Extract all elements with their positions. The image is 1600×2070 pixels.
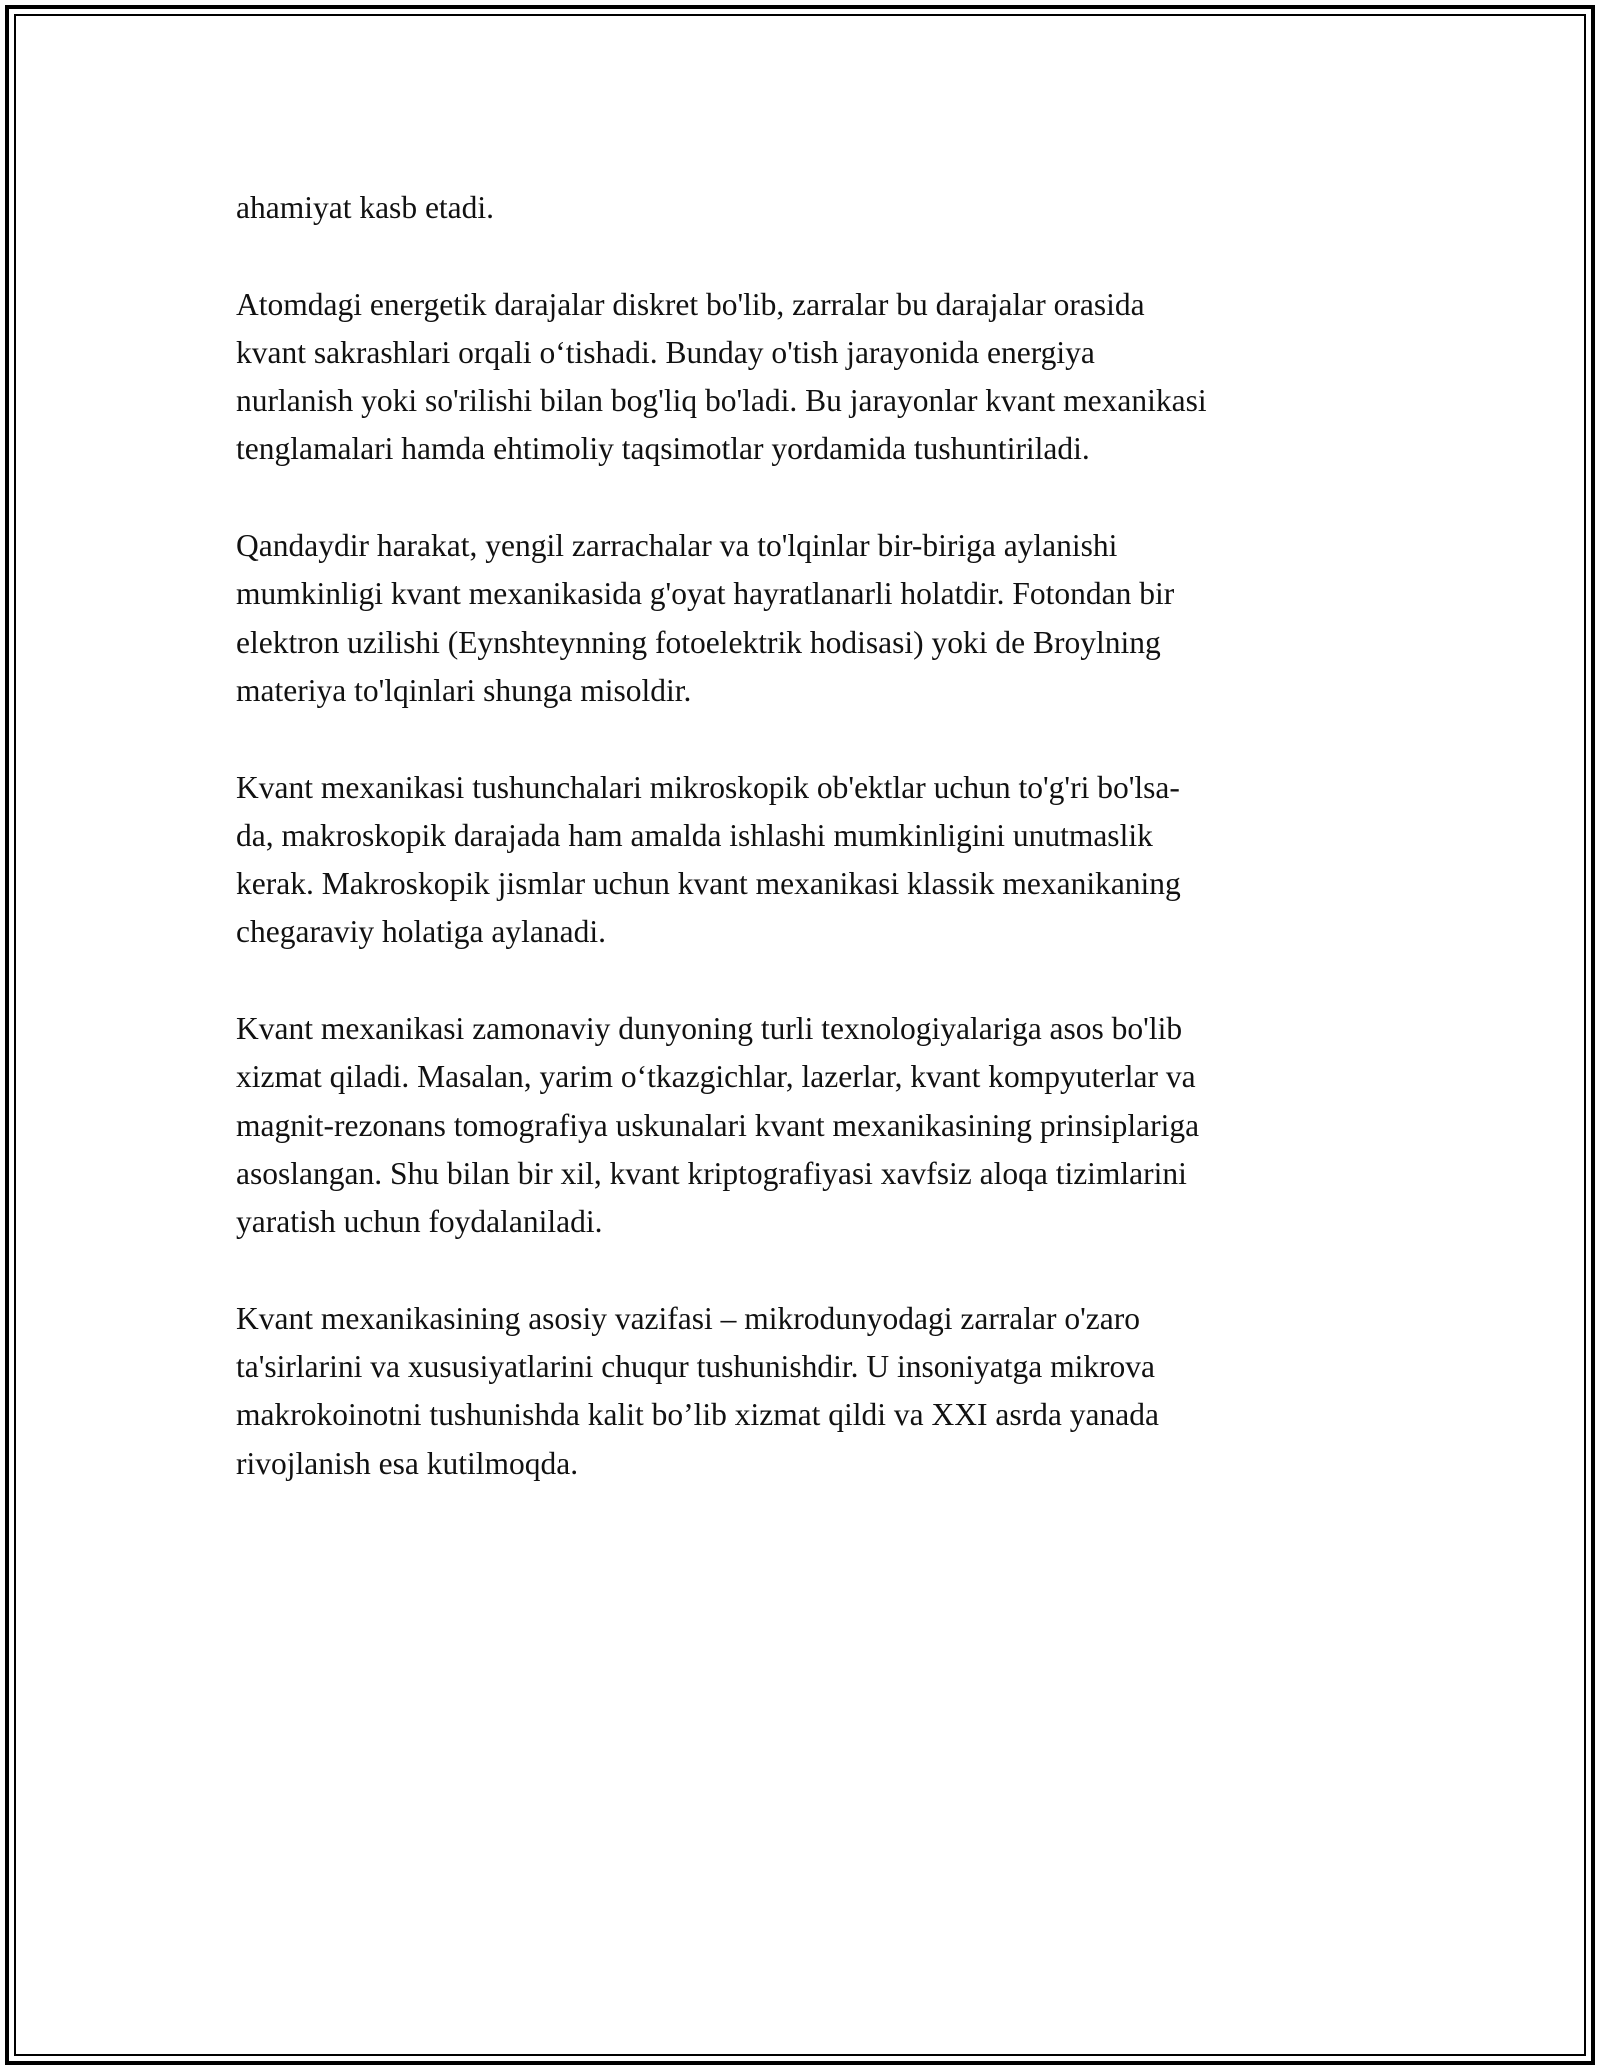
- text-line: xizmat qiladi. Masalan, yarim o‘tkazgichlar, lazerlar, kvant kompyuterlar va: [236, 1059, 1196, 1095]
- paragraph: [236, 281, 1396, 474]
- text-line: Atomdagi energetik darajalar diskret bo'lib, zarralar bu darajalar orasida: [236, 286, 1145, 322]
- text-line: ta'sirlarini va xususiyatlarini chuqur tushunishdir. U insoniyatga mikrova: [236, 1349, 1156, 1385]
- document-body: [236, 184, 1396, 1536]
- text-line: yaratish uchun foydalaniladi.: [236, 1204, 603, 1240]
- text-line: ahamiyat kasb etadi.: [236, 190, 495, 225]
- paragraph: [236, 764, 1396, 957]
- paragraph: [236, 1005, 1396, 1246]
- text-line: materiya to'lqinlari shunga misoldir.: [236, 672, 692, 708]
- text-line: Kvant mexanikasi tushunchalari mikroskopik ob'ektlar uchun to'g'ri bo'lsa-: [236, 769, 1180, 805]
- text-line: kerak. Makroskopik jismlar uchun kvant mexanikasi klassik mexanikaning: [236, 866, 1181, 902]
- text-line: magnit-rezonans tomografiya uskunalari kvant mexanikasining prinsiplariga: [236, 1107, 1200, 1143]
- text-line: kvant sakrashlari orqali o‘tishadi. Bunday o'tish jarayonida energiya: [236, 334, 1095, 370]
- paragraph: [236, 184, 1396, 232]
- paragraph: [236, 1295, 1396, 1488]
- text-line: Kvant mexanikasining asosiy vazifasi – mikrodunyodagi zarralar o'zaro: [236, 1300, 1141, 1336]
- paragraph: [236, 522, 1396, 715]
- text-line: Kvant mexanikasi zamonaviy dunyoning turli texnologiyalariga asos bo'lib: [236, 1011, 1183, 1047]
- text-line: Qandaydir harakat, yengil zarrachalar va to'lqinlar bir-biriga aylanishi: [236, 528, 1118, 564]
- text-line: da, makroskopik darajada ham amalda ishlashi mumkinligini unutmaslik: [236, 817, 1153, 853]
- text-line: makrokoinotni tushunishda kalit bo’lib xizmat qildi va XXI asrda yanada: [236, 1397, 1159, 1433]
- text-line: mumkinligi kvant mexanikasida g'oyat hayratlanarli holatdir. Fotondan bir: [236, 576, 1175, 612]
- text-line: rivojlanish esa kutilmoqda.: [236, 1445, 579, 1481]
- text-line: nurlanish yoki so'rilishi bilan bog'liq bo'ladi. Bu jarayonlar kvant mexanikasi: [236, 383, 1207, 419]
- text-line: elektron uzilishi (Eynshteynning fotoelektrik hodisasi) yoki de Broylning: [236, 624, 1161, 660]
- text-line: chegaraviy holatiga aylanadi.: [236, 914, 606, 950]
- text-line: tenglamalari hamda ehtimoliy taqsimotlar yordamida tushuntiriladi.: [236, 431, 1090, 467]
- text-line: asoslangan. Shu bilan bir xil, kvant kriptografiyasi xavfsiz aloqa tizimlarini: [236, 1155, 1187, 1191]
